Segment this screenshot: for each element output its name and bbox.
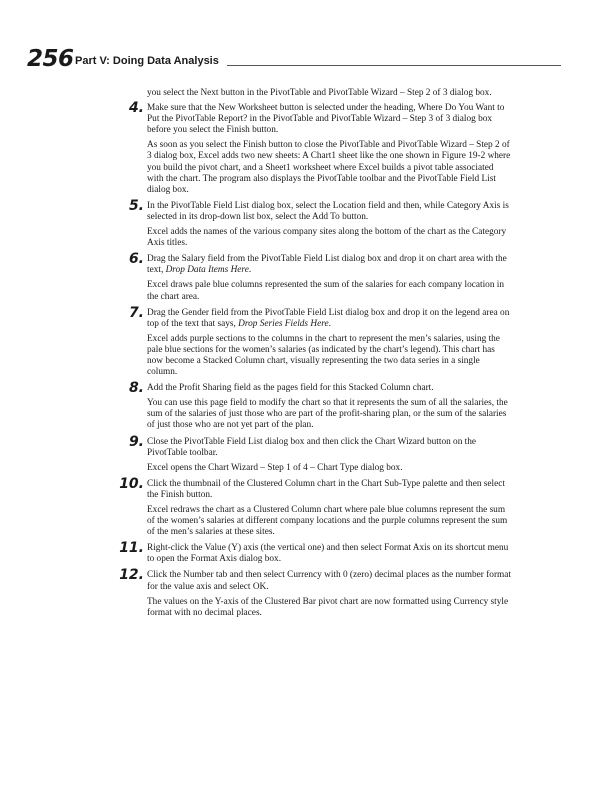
step-number: 11. [119, 540, 144, 557]
step-explanation: Excel opens the Chart Wizard – Step 1 of 4 – Chart Type dialog box. [147, 462, 403, 473]
drop-target-label: Drop Data Items Here [165, 265, 249, 276]
step-explanation: Excel adds the names of the various company sites along the bottom of the chart as the Category Axis titles. [147, 227, 507, 249]
step-number: 12. [119, 567, 144, 584]
step-instruction-end: . [248, 265, 252, 276]
page-body [112, 88, 512, 624]
step-explanation: As soon as you select the Finish button to close the PivotTable and PivotTable Wizard – Step 2 of 3 dialog box, Excel adds two new sheets: A Chart1 sheet like the one shown in Figure 19-2 where you build the pivot chart, and a Sheet1 worksheet where Excel builds a pivot table associated with the chart. The program also displays the PivotTable toolbar and the PivotTable Field List dialog box. [147, 140, 511, 195]
step-instruction: Click the thumbnail of the Clustered Column chart in the Chart Sub-Type palette and then select the Finish button. [147, 478, 505, 500]
part-title: Part V: Doing Data Analysis [75, 55, 219, 67]
step-instruction: Close the PivotTable Field List dialog box and then click the Chart Wizard button on the PivotTable toolbar. [147, 436, 477, 458]
step-instruction: Add the Profit Sharing field as the pages field for this Stacked Column chart. [147, 383, 434, 394]
step-7 [112, 304, 512, 379]
step-instruction [147, 254, 512, 276]
step-instruction: Make sure that the New Worksheet button is selected under the heading, Where Do You Want to Put the PivotTable Report? in the PivotTable and PivotTable Wizard – Step 3 of 3 dialog box before you select the Finish button. [147, 103, 505, 136]
step-6 [112, 251, 512, 302]
step-explanation: Excel adds purple sections to the columns in the chart to represent the men’s salaries, using the pale blue sections for the women’s salaries (as indicated by the chart’s legend). This chart has now become a Stacked Column chart, visually representing the two data series in a single column. [147, 333, 500, 378]
step-number: 6. [128, 251, 144, 268]
step-8 [112, 380, 512, 431]
page-number: 256 [27, 46, 74, 72]
step-12 [112, 567, 512, 618]
step-explanation: Excel draws pale blue columns represented the sum of the salaries for each company location in the chart area. [147, 280, 505, 302]
step-instruction-end: . [328, 318, 331, 329]
step-11 [112, 540, 512, 565]
step-explanation: Excel redraws the chart as a Clustered Column chart where pale blue columns represent the sum of the women’s salaries at different company locations and the purple columns represent the sum of the men’s salaries at these sites. [147, 505, 508, 538]
step-10 [112, 475, 512, 538]
step-number: 8. [128, 380, 144, 397]
step-number: 7. [128, 304, 144, 321]
step-5 [112, 197, 512, 249]
step-instruction [147, 308, 512, 330]
step-number: 9. [128, 433, 144, 450]
step-explanation: The values on the Y-axis of the Clustered Bar pivot chart are now formatted using Currency style format with no decimal places. [147, 596, 509, 618]
step-explanation: You can use this page field to modify the chart so that it represents the sum of all the salaries, the sum of the salaries of just those who are part of the profit-sharing plan, or the sum of the salaries of just those who are not yet part of the plan. [147, 398, 508, 431]
step-4 [112, 100, 512, 196]
continuation-paragraph: you select the Next button in the PivotTable and PivotTable Wizard – Step 2 of 3 dialog box. [147, 88, 492, 98]
step-9 [112, 433, 512, 474]
page-header [27, 46, 537, 72]
step-number: 4. [128, 100, 144, 117]
step-instruction-text: Drag the Gender field from the PivotTable Field List dialog box and drop it on the legend area on top of the text that says, [147, 307, 510, 329]
step-number: 5. [128, 197, 144, 214]
step-instruction-text: Drag the Salary field from the PivotTable Field List dialog box and drop it on chart area with the text, [147, 254, 507, 276]
step-number: 10. [119, 475, 144, 492]
drop-target-label: Drop Series Fields Here [238, 318, 329, 329]
header-rule [227, 65, 561, 66]
step-instruction: In the PivotTable Field List dialog box, select the Location field and then, while Category Axis is selected in its drop-down list box, select the Add To button. [147, 200, 509, 222]
step-instruction: Right-click the Value (Y) axis (the vertical one) and then select Format Axis on its shortcut menu to open the Format Axis dialog box. [147, 543, 509, 565]
step-instruction: Click the Number tab and then select Currency with 0 (zero) decimal places as the number format for the value axis and select OK. [147, 570, 511, 592]
